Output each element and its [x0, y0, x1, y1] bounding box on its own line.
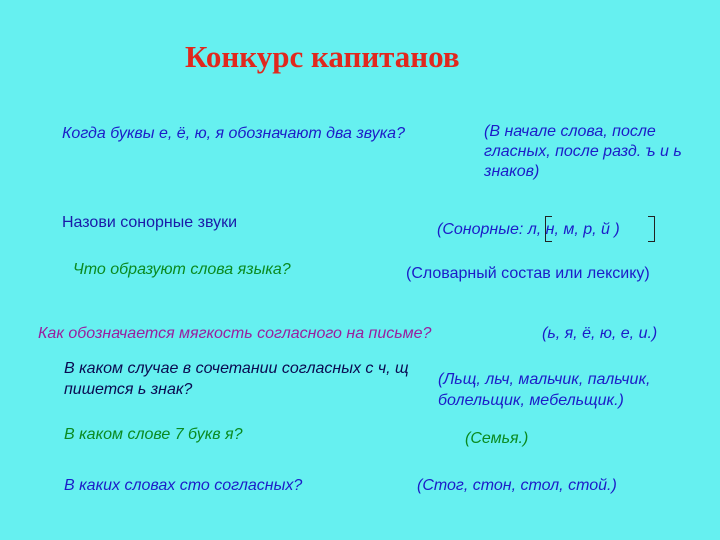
question-6: В каком слове 7 букв я?	[64, 426, 243, 443]
question-2: Назови сонорные звуки	[62, 214, 238, 231]
question-3: Что образуют слова языка?	[73, 261, 291, 278]
answer-7: (Стог, стон, стол, стой.)	[417, 477, 617, 494]
question-7: В каких словах сто согласных?	[64, 477, 303, 494]
answer-4: (ь, я, ё, ю, е, и.)	[542, 325, 658, 342]
answer-3: (Словарный состав или лексику)	[406, 265, 650, 282]
bracket-box-right	[648, 216, 655, 242]
answer-5: (Льщ, льч, мальчик, пальчик, болельщик, мебельщик.)	[438, 371, 651, 409]
slide-title: Конкурс капитанов	[185, 39, 460, 74]
question-5: В каком случае в сочетании согласных с ч, щ пишется ь знак?	[64, 360, 409, 398]
question-1: Когда буквы е, ё, ю, я обозначают два звука?	[62, 125, 405, 142]
question-4: Как обозначается мягкость согласного на письме?	[38, 325, 432, 342]
bracket-box-left	[545, 216, 552, 242]
answer-2: (Сонорные: л, н, м, р, й )	[437, 221, 620, 238]
answer-1: (В начале слова, после гласных, после разд. ъ и ь знаков)	[484, 123, 682, 181]
answer-6: (Семья.)	[465, 430, 529, 447]
